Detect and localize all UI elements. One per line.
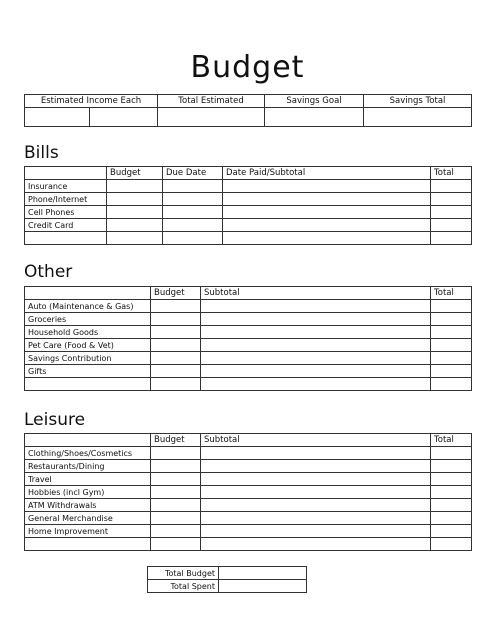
leisure-row-label: Travel <box>25 473 151 486</box>
other-header-blank <box>25 287 151 300</box>
table-cell[interactable] <box>107 180 163 193</box>
table-cell[interactable] <box>201 499 431 512</box>
leisure-section-title: Leisure <box>24 410 86 430</box>
leisure-row-label <box>25 538 151 551</box>
table-row <box>25 300 472 313</box>
table-cell[interactable] <box>151 365 201 378</box>
table-cell[interactable] <box>107 193 163 206</box>
table-row <box>25 460 472 473</box>
table-cell[interactable] <box>151 352 201 365</box>
income-cell[interactable] <box>90 108 158 127</box>
totals-table <box>147 566 307 593</box>
table-cell[interactable] <box>223 180 431 193</box>
table-row <box>25 193 472 206</box>
table-row <box>25 512 472 525</box>
other-row-label <box>25 378 151 391</box>
table-cell[interactable] <box>431 512 472 525</box>
table-row <box>25 232 472 245</box>
table-cell[interactable] <box>163 206 223 219</box>
other-row-label: Savings Contribution <box>25 352 151 365</box>
table-cell[interactable] <box>151 512 201 525</box>
table-cell[interactable] <box>163 193 223 206</box>
leisure-row-label: ATM Withdrawals <box>25 499 151 512</box>
table-cell[interactable] <box>163 232 223 245</box>
table-row <box>25 473 472 486</box>
table-row <box>25 365 472 378</box>
table-row <box>25 486 472 499</box>
income-cell[interactable] <box>265 108 364 127</box>
table-cell[interactable] <box>107 219 163 232</box>
table-cell[interactable] <box>431 352 472 365</box>
table-cell[interactable] <box>107 232 163 245</box>
leisure-row-label: General Merchandise <box>25 512 151 525</box>
other-row-label: Gifts <box>25 365 151 378</box>
table-cell[interactable] <box>201 326 431 339</box>
leisure-row-label: Hobbies (incl Gym) <box>25 486 151 499</box>
table-cell[interactable] <box>201 378 431 391</box>
bills-header-budget: Budget <box>107 167 163 180</box>
income-table <box>24 94 472 127</box>
table-cell[interactable] <box>201 460 431 473</box>
other-row-label: Groceries <box>25 313 151 326</box>
table-cell[interactable] <box>431 206 472 219</box>
table-cell[interactable] <box>201 525 431 538</box>
table-row <box>148 567 307 580</box>
table-row <box>148 580 307 593</box>
table-cell[interactable] <box>431 219 472 232</box>
table-cell[interactable] <box>151 339 201 352</box>
leisure-header-total: Total <box>431 434 472 447</box>
table-cell[interactable] <box>151 313 201 326</box>
bills-header-blank <box>25 167 107 180</box>
table-cell[interactable] <box>151 460 201 473</box>
other-row-label: Auto (Maintenance & Gas) <box>25 300 151 313</box>
table-cell[interactable] <box>431 180 472 193</box>
total-spent-value[interactable] <box>219 580 307 593</box>
total-budget-value[interactable] <box>219 567 307 580</box>
table-cell[interactable] <box>151 473 201 486</box>
total-budget-label: Total Budget <box>148 567 219 580</box>
income-header-savings-total: Savings Total <box>364 95 472 108</box>
table-cell[interactable] <box>431 232 472 245</box>
other-table <box>24 286 472 391</box>
table-cell[interactable] <box>223 206 431 219</box>
table-row <box>25 219 472 232</box>
table-row <box>25 180 472 193</box>
bills-section-title: Bills <box>24 143 59 163</box>
table-row <box>25 499 472 512</box>
table-cell[interactable] <box>151 447 201 460</box>
table-cell[interactable] <box>151 486 201 499</box>
table-cell[interactable] <box>107 206 163 219</box>
table-cell[interactable] <box>201 447 431 460</box>
income-cell[interactable] <box>158 108 265 127</box>
table-cell[interactable] <box>201 300 431 313</box>
table-cell[interactable] <box>201 313 431 326</box>
table-cell[interactable] <box>201 538 431 551</box>
leisure-header-budget: Budget <box>151 434 201 447</box>
table-cell[interactable] <box>201 486 431 499</box>
table-cell[interactable] <box>151 326 201 339</box>
table-cell[interactable] <box>431 447 472 460</box>
leisure-table <box>24 433 472 551</box>
table-cell[interactable] <box>431 313 472 326</box>
total-spent-label: Total Spent <box>148 580 219 593</box>
table-cell[interactable] <box>223 232 431 245</box>
table-cell[interactable] <box>223 219 431 232</box>
table-row <box>25 525 472 538</box>
table-cell[interactable] <box>431 486 472 499</box>
bills-row-label: Cell Phones <box>25 206 107 219</box>
other-section-title: Other <box>24 262 73 282</box>
leisure-header-subtotal: Subtotal <box>201 434 431 447</box>
bills-header-due-date: Due Date <box>163 167 223 180</box>
bills-header-date-paid: Date Paid/Subtotal <box>223 167 431 180</box>
bills-row-label: Insurance <box>25 180 107 193</box>
table-cell[interactable] <box>431 538 472 551</box>
table-cell[interactable] <box>431 460 472 473</box>
table-cell[interactable] <box>151 378 201 391</box>
table-row <box>25 313 472 326</box>
table-cell[interactable] <box>151 499 201 512</box>
table-cell[interactable] <box>201 339 431 352</box>
table-cell[interactable] <box>431 193 472 206</box>
table-cell[interactable] <box>163 180 223 193</box>
table-row <box>25 339 472 352</box>
table-row <box>25 206 472 219</box>
table-cell[interactable] <box>431 525 472 538</box>
table-cell[interactable] <box>201 473 431 486</box>
table-cell[interactable] <box>431 365 472 378</box>
leisure-header-blank <box>25 434 151 447</box>
bills-header-total: Total <box>431 167 472 180</box>
table-cell[interactable] <box>431 499 472 512</box>
table-cell[interactable] <box>431 378 472 391</box>
page-title: Budget <box>190 50 305 85</box>
other-header-total: Total <box>431 287 472 300</box>
other-header-subtotal: Subtotal <box>201 287 431 300</box>
table-cell[interactable] <box>201 365 431 378</box>
leisure-row-label: Clothing/Shoes/Cosmetics <box>25 447 151 460</box>
table-cell[interactable] <box>431 300 472 313</box>
table-cell[interactable] <box>431 326 472 339</box>
bills-table <box>24 166 472 245</box>
leisure-row-label: Home Improvement <box>25 525 151 538</box>
bills-row-label <box>25 232 107 245</box>
other-row-label: Household Goods <box>25 326 151 339</box>
table-cell[interactable] <box>223 193 431 206</box>
income-header-total-estimated: Total Estimated <box>158 95 265 108</box>
table-cell[interactable] <box>151 538 201 551</box>
table-cell[interactable] <box>151 525 201 538</box>
income-cell[interactable] <box>25 108 90 127</box>
table-row <box>25 447 472 460</box>
table-row <box>25 538 472 551</box>
table-row <box>25 378 472 391</box>
table-cell[interactable] <box>163 219 223 232</box>
income-cell[interactable] <box>364 108 472 127</box>
table-cell[interactable] <box>201 512 431 525</box>
bills-row-label: Credit Card <box>25 219 107 232</box>
other-header-budget: Budget <box>151 287 201 300</box>
table-cell[interactable] <box>201 352 431 365</box>
table-cell[interactable] <box>431 339 472 352</box>
table-row <box>25 352 472 365</box>
bills-row-label: Phone/Internet <box>25 193 107 206</box>
income-header-savings-goal: Savings Goal <box>265 95 364 108</box>
table-row <box>25 326 472 339</box>
other-row-label: Pet Care (Food & Vet) <box>25 339 151 352</box>
table-cell[interactable] <box>431 473 472 486</box>
income-header-estimated-each: Estimated Income Each <box>25 95 158 108</box>
leisure-row-label: Restaurants/Dining <box>25 460 151 473</box>
table-cell[interactable] <box>151 300 201 313</box>
